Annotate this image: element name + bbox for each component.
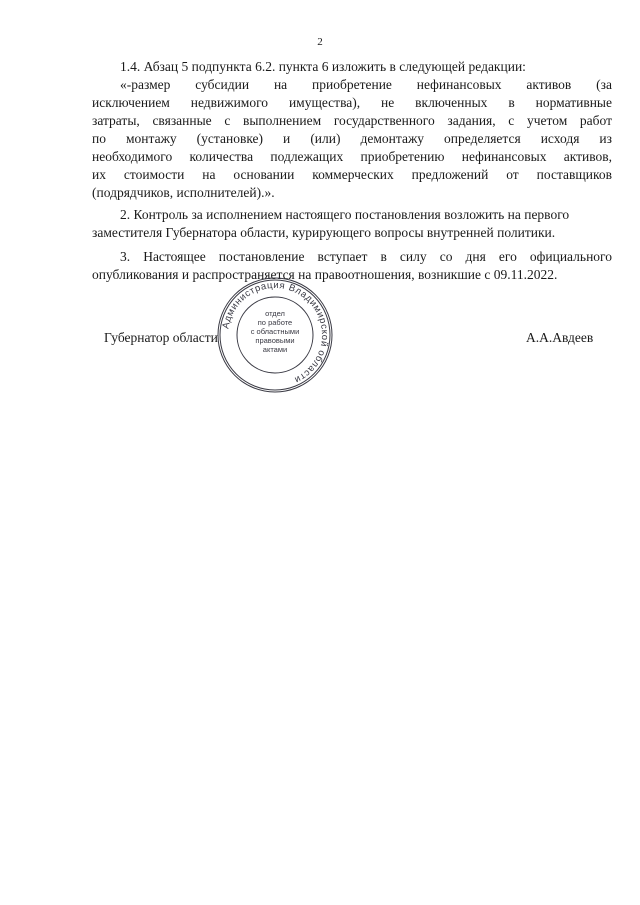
text-line: по монтажу (установке) и (или) демонтажу определяется исходя из [92, 131, 612, 146]
text-line: их стоимости на основании коммерческих предложений от поставщиков [92, 167, 612, 182]
stamp-center-line: актами [262, 345, 288, 354]
paragraph-1-4: 1.4. Абзац 5 подпункта 6.2. пункта 6 изложить в следующей редакции: [120, 59, 526, 74]
text-line: затраты, связанные с выполнением государственного задания, с учетом работ [92, 113, 612, 128]
stamp-center-line: отдел [265, 309, 285, 318]
text-line: «-размер субсидии на приобретение нефинансовых активов (за [120, 77, 612, 92]
stamp-center-line: правовыми [255, 336, 295, 345]
stamp-center-text [251, 309, 300, 354]
text-line: 3. Настоящее постановление вступает в силу со дня его официального [120, 249, 612, 264]
text-line: 2. Контроль за исполнением настоящего постановления возложить на первого [120, 207, 570, 222]
stamp-ring-text: Администрация Владимирской области [220, 279, 331, 386]
signatory-title: Губернатор области [104, 330, 218, 345]
page-number: 2 [317, 36, 323, 48]
paragraph-3-effective [92, 248, 612, 284]
text-line: опубликования и распространяется на правоотношения, возникшие с 09.11.2022. [92, 267, 558, 282]
stamp-center-line: по работе [257, 318, 293, 327]
text-line: заместителя Губернатора области, курирующего вопросы внутренней политики. [92, 225, 556, 240]
document-body [92, 58, 612, 284]
paragraph-subsidy-text [92, 76, 612, 202]
official-stamp [216, 276, 334, 394]
text-line: (подрядчиков, исполнителей).». [92, 185, 275, 200]
stamp-center-line: с областными [250, 327, 300, 336]
signatory-name: А.А.Авдеев [526, 330, 594, 345]
paragraph-2-control [92, 206, 612, 242]
text-line: исключением недвижимого имущества), не включенных в нормативные [92, 95, 612, 110]
text-line: необходимого количества подлежащих приобретению нефинансовых активов, [92, 149, 612, 164]
